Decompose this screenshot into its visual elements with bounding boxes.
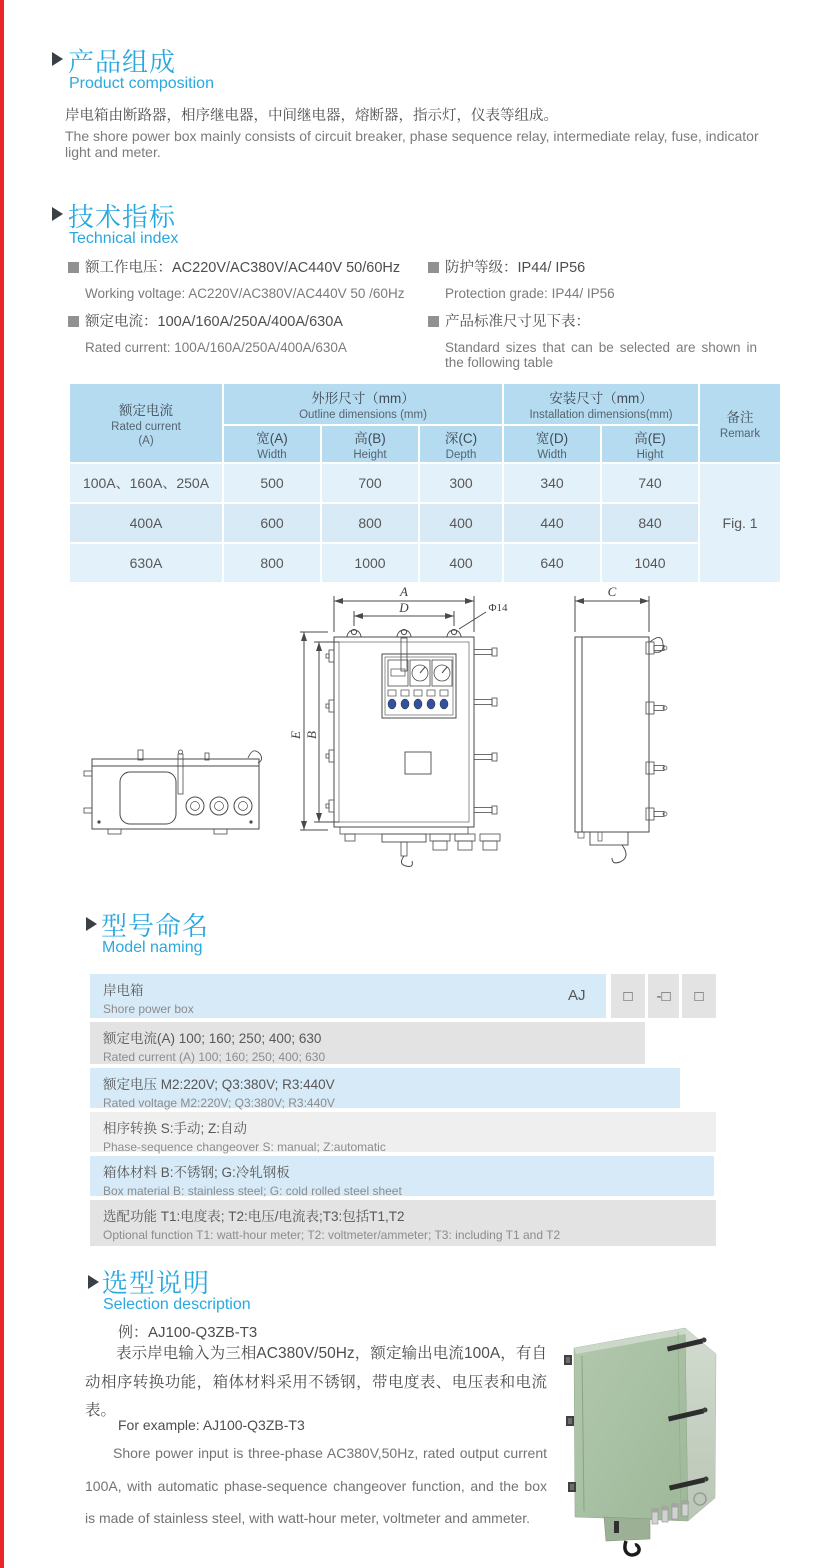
cell-depth: 400 <box>420 504 502 542</box>
bullet-square-icon <box>428 316 439 327</box>
cell-current: 400A <box>70 504 222 542</box>
cell-depth: 400 <box>420 544 502 582</box>
cell-current: 100A、160A、250A <box>70 464 222 502</box>
section-subtitle-composition: Product composition <box>69 75 214 92</box>
section-subtitle-naming: Model naming <box>102 939 203 956</box>
section-subtitle-technical: Technical index <box>69 230 179 247</box>
cell-depth: 300 <box>420 464 502 502</box>
col-subheader-width-a: 宽(A) Width <box>224 426 320 462</box>
section-title-composition: 产品组成 <box>68 47 177 77</box>
tech-item-sizes <box>428 310 773 370</box>
dimension-drawing <box>62 582 772 892</box>
col-header-outline: 外形尺寸（mm） Outline dimensions (mm) <box>224 384 502 424</box>
naming-row-optional: 选配功能 T1:电度表; T2:电压/电流表;T3:包括T1,T2 Optional function T1: watt-hour meter; T2: voltmeter/ammeter; T3: including T1 and T2 <box>90 1200 716 1246</box>
cell-width: 500 <box>224 464 320 502</box>
tech-item-protection-zh: 防护等级：IP44/ IP56 <box>445 260 586 276</box>
section-title-technical: 技术指标 <box>68 202 177 232</box>
cell-current: 630A <box>70 544 222 582</box>
section-title-selection: 选型说明 <box>102 1268 211 1298</box>
naming-row-changeover: 相序转换 S:手动; Z:自动 Phase-sequence changeover S: manual; Z:automatic <box>90 1112 716 1152</box>
composition-text-zh: 岸电箱由断路器，相序继电器，中间继电器，熔断器，指示灯，仪表等组成。 <box>65 108 558 124</box>
selection-example-zh: 例：AJ100-Q3ZB-T3 <box>118 1324 258 1341</box>
col-subheader-height-e: 高(E) Hight <box>602 426 698 462</box>
bullet-square-icon <box>428 262 439 273</box>
naming-row-product: 岸电箱 Shore power box <box>90 974 606 1018</box>
dim-label-a: A <box>400 584 408 599</box>
shore-power-box-photo <box>564 1328 716 1555</box>
col-header-remark: 备注 Remark <box>700 384 780 462</box>
spec-table <box>68 382 782 584</box>
col-header-rated-current: 额定电流 Rated current (A) <box>70 384 222 462</box>
selection-body-zh: 表示岸电输入为三相AC380V/50Hz，额定输出电流100A，有自动相序转换功能，箱体材料采用不锈钢，带电度表、电压表和电流表。 <box>85 1345 547 1419</box>
model-naming-table <box>90 974 718 1246</box>
dim-label-c: C <box>607 584 617 599</box>
cell-install-width: 340 <box>504 464 600 502</box>
col-subheader-height-b: 高(B) Height <box>322 426 418 462</box>
dim-label-b: B <box>304 731 319 739</box>
hole-diameter-label: Φ14 <box>488 602 508 614</box>
tech-item-current <box>68 310 423 355</box>
model-code-prefix: AJ <box>568 987 586 1004</box>
tech-item-sizes-zh: 产品标准尺寸见下表： <box>445 314 590 330</box>
tech-item-voltage-en: Working voltage: AC220V/AC380V/AC440V 50 /60Hz <box>85 286 405 301</box>
product-photo <box>548 1293 803 1568</box>
cell-remark: Fig. 1 <box>700 464 780 582</box>
section-arrow-icon <box>86 917 97 931</box>
bullet-square-icon <box>68 262 79 273</box>
table-row <box>70 464 780 502</box>
section-subtitle-selection: Selection description <box>103 1296 251 1313</box>
model-code-box-2: -□ <box>648 974 679 1018</box>
col-subheader-width-d: 宽(D) Width <box>504 426 600 462</box>
cell-install-width: 440 <box>504 504 600 542</box>
cell-width: 800 <box>224 544 320 582</box>
composition-text-en: The shore power box mainly consists of circuit breaker, phase sequence relay, intermediate relay, fuse, indicator light and meter. <box>65 128 759 160</box>
table-row <box>70 544 780 582</box>
cell-install-height: 840 <box>602 504 698 542</box>
col-subheader-depth-c: 深(C) Depth <box>420 426 502 462</box>
side-view-drawing <box>575 596 667 863</box>
selection-example-en: For example: AJ100-Q3ZB-T3 <box>118 1417 305 1433</box>
tech-item-sizes-en: Standard sizes that can be selected are shown in the following table <box>445 340 757 370</box>
naming-row-material: 箱体材料 B:不锈钢; G:冷轧钢板 Box material B: stainless steel; G: cold rolled steel sheet <box>90 1156 714 1196</box>
spec-table-wrap <box>68 382 782 584</box>
front-view-drawing <box>300 596 500 866</box>
tech-item-protection-en: Protection grade: IP44/ IP56 <box>445 286 615 301</box>
model-code-box-1: □ <box>611 974 645 1018</box>
section-title-naming: 型号命名 <box>101 911 210 941</box>
table-row <box>70 504 780 542</box>
model-code-box-3: □ <box>682 974 716 1018</box>
bullet-square-icon <box>68 316 79 327</box>
cell-width: 600 <box>224 504 320 542</box>
bottom-view-drawing <box>84 750 262 834</box>
naming-row-voltage: 额定电压 M2:220V; Q3:380V; R3:440V Rated voltage M2:220V; Q3:380V; R3:440V <box>90 1068 680 1108</box>
cell-height: 1000 <box>322 544 418 582</box>
section-arrow-icon <box>52 207 63 221</box>
cell-install-height: 740 <box>602 464 698 502</box>
tech-item-current-en: Rated current: 100A/160A/250A/400A/630A <box>85 340 347 355</box>
tech-item-voltage-zh: 额工作电压：AC220V/AC380V/AC440V 50/60Hz <box>85 260 401 276</box>
section-arrow-icon <box>52 52 63 66</box>
tech-item-current-zh: 额定电流：100A/160A/250A/400A/630A <box>85 314 343 330</box>
dim-label-d: D <box>399 600 409 615</box>
dim-label-e: E <box>288 731 303 739</box>
tech-item-voltage <box>68 256 423 301</box>
cell-height: 700 <box>322 464 418 502</box>
tech-item-protection <box>428 256 773 301</box>
cell-install-width: 640 <box>504 544 600 582</box>
selection-body-en: Shore power input is three-phase AC380V,50Hz, rated output current 100A, with automatic phase-sequence changeover function, and the box is made of stainless steel, with watt-hour meter, voltmeter and ammeter. <box>85 1445 547 1526</box>
left-accent-bar <box>0 0 4 1568</box>
col-header-install: 安装尺寸（mm） Installation dimensions(mm) <box>504 384 698 424</box>
cell-install-height: 1040 <box>602 544 698 582</box>
cell-height: 800 <box>322 504 418 542</box>
section-arrow-icon <box>88 1275 99 1289</box>
naming-row-current: 额定电流(A) 100; 160; 250; 400; 630 Rated current (A) 100; 160; 250; 400; 630 <box>90 1022 645 1064</box>
